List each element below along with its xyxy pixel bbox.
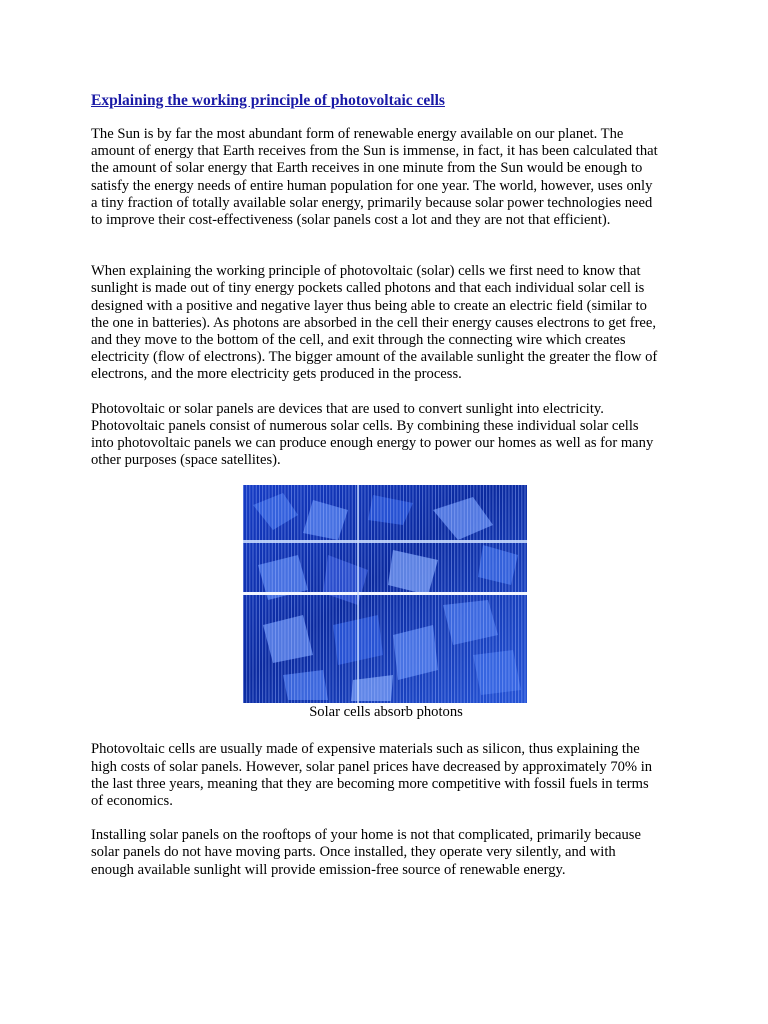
- text-line: electrons, and the more electricity gets produced in the process.: [91, 366, 462, 383]
- text-line: designed with a positive and negative layer thus being able to create an electric field (similar to: [91, 297, 647, 314]
- text-line: sunlight is made out of tiny energy pockets called photons and that each individual solar cell is: [91, 280, 645, 297]
- text-line: into photovoltaic panels we can produce enough energy to power our homes as well as for many: [91, 435, 654, 452]
- text-line: electricity (flow of electrons). The bigger amount of the available sunlight the greater the flow of: [91, 349, 658, 366]
- text-line: Photovoltaic or solar panels are devices that are used to convert sunlight into electricity.: [91, 400, 604, 417]
- paragraph-intro: [91, 126, 681, 229]
- text-line: other purposes (space satellites).: [91, 452, 281, 469]
- text-line: to improve their cost-effectiveness (solar panels cost a lot and they are not that efficient).: [91, 212, 611, 229]
- text-line: amount of energy that Earth receives from the Sun is immense, in fact, it has been calculated that: [91, 143, 658, 160]
- text-line: enough available sunlight will provide emission-free source of renewable energy.: [91, 861, 566, 878]
- text-line: The Sun is by far the most abundant form of renewable energy available on our planet. The: [91, 126, 624, 142]
- text-line: Photovoltaic cells are usually made of expensive materials such as silicon, thus explaining the: [91, 741, 640, 758]
- text-line: high costs of solar panels. However, solar panel prices have decreased by approximately 70% in: [91, 758, 653, 775]
- document-page: [91, 92, 681, 879]
- text-line: of economics.: [91, 793, 173, 810]
- solar-cell-figure: [91, 485, 681, 725]
- paragraph-installing: [91, 827, 681, 879]
- text-line: solar panels do not have moving parts. Once installed, they operate very silently, and with: [91, 844, 616, 861]
- text-line: When explaining the working principle of photovoltaic (solar) cells we first need to know that: [91, 263, 641, 280]
- document-title[interactable]: Explaining the working principle of photovoltaic cells: [91, 92, 445, 109]
- paragraph-working-principle: [91, 263, 681, 383]
- text-line: a tiny fraction of totally available solar energy, primarily because solar power technologies need: [91, 194, 653, 211]
- paragraph-materials: [91, 741, 681, 810]
- text-line: and they move to the bottom of the cell, and exit through the connecting wire which creates: [91, 332, 626, 349]
- text-line: Photovoltaic panels consist of numerous solar cells. By combining these individual solar cells: [91, 417, 639, 434]
- paragraph-panels: [91, 401, 681, 470]
- text-line: the amount of solar energy that Earth receives in one minute from the Sun would be enough to: [91, 160, 643, 177]
- figure-caption: Solar cells absorb photons: [309, 704, 463, 721]
- text-line: satisfy the energy needs of entire human population for one year. The world, however, uses only: [91, 177, 653, 194]
- text-line: the one in batteries). As photons are absorbed in the cell their energy causes electrons to get free,: [91, 314, 657, 331]
- solar-cell-image: [243, 485, 527, 703]
- text-line: the last three years, meaning that they are becoming more competitive with fossil fuels in terms: [91, 775, 649, 792]
- text-line: Installing solar panels on the rooftops of your home is not that complicated, primarily because: [91, 827, 641, 844]
